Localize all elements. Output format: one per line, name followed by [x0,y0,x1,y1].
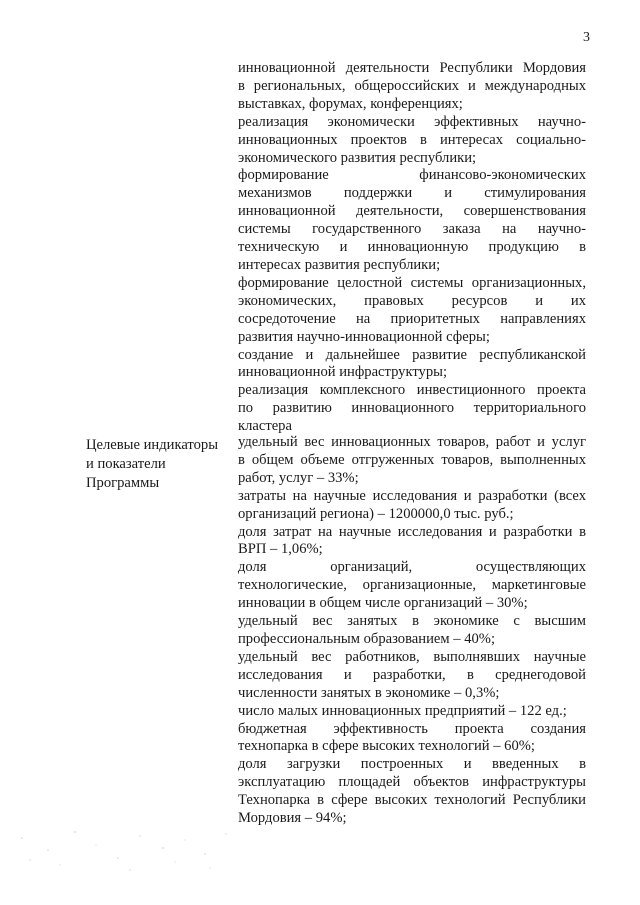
text-line: реализация экономически эффективных научно- [238,113,586,130]
label-line: Целевые индикаторы [86,437,219,453]
text-line: формирование финансово-экономических [238,167,586,184]
text-line: технологические, организационные, маркетинговые [238,577,586,594]
text-line: инновации в общем числе организаций – 30%; [238,595,528,612]
text-line: технопарка в сфере высоких технологий – 60%; [238,738,535,755]
program-goals-continuation [238,60,586,436]
text-line: в региональных, общероссийских и международных [238,77,586,94]
text-line: создание и дальнейшее развитие республиканской [238,346,586,363]
text-line: выставках, форумах, конференциях; [238,95,463,112]
text-line: численности занятых в экономике – 0,3%; [238,684,500,701]
text-line: реализация комплексного инвестиционного проекта [238,382,586,399]
text-line: работ, услуг – 33%; [238,469,359,486]
text-line: экономического развития республики; [238,149,477,166]
text-line: сосредоточение на приоритетных направлениях [238,310,586,327]
label-line: Программы [86,475,160,491]
text-line: по развитию инновационного территориального [238,400,586,417]
text-line: инновационных проектов в интересах социально- [238,131,586,148]
text-line: инновационной деятельности Республики Мордовия [238,60,586,76]
label-line: и показатели [86,456,166,472]
text-line: системы государственного заказа на научно- [238,221,586,238]
text-line: исследования и разработки, в среднегодовой [238,666,586,683]
text-line: число малых инновационных предприятий – 122 ед.; [238,702,567,719]
text-line: инновационной инфраструктуры; [238,364,448,381]
text-line: техническую и инновационную продукцию в [238,239,586,256]
text-line: затраты на научные исследования и разработки (всех [238,487,586,504]
text-line: кластера [238,418,292,435]
text-line: эксплуатацию площадей объектов инфраструктуры [238,774,586,791]
indicators-label [86,436,236,493]
text-line: профессиональным образованием – 40%; [238,630,495,647]
text-line: ВРП – 1,06%; [238,541,323,558]
text-line: удельный вес работников, выполнявших научные [238,648,586,665]
page-number: 3 [583,30,590,45]
text-line: удельный вес занятых в экономике с высшим [238,613,586,630]
text-line: бюджетная эффективность проекта создания [238,720,586,737]
text-line: развития научно-инновационной сферы; [238,328,490,345]
text-line: в общем объеме отгруженных товаров, выполненных [238,451,586,468]
text-line: доля затрат на научные исследования и разработки в [238,523,586,540]
scan-noise [0,810,640,905]
text-line: экономических, правовых ресурсов и их [238,292,586,309]
text-line: доля организаций, осуществляющих [238,559,586,576]
text-line: удельный вес инновационных товаров, работ и услуг [238,434,586,450]
text-line: доля загрузки построенных и введенных в [238,756,586,773]
text-line: формирование целостной системы организационных, [238,274,586,291]
indicators-list [238,434,586,828]
text-line: Мордовия – 94%; [238,810,347,827]
text-line: механизмов поддержки и стимулирования [238,185,586,202]
text-line: Технопарка в сфере высоких технологий Республики [238,792,586,809]
text-line: организаций региона) – 1200000,0 тыс. руб.; [238,505,514,522]
text-line: интересах развития республики; [238,256,441,273]
text-line: инновационной деятельности, совершенствования [238,203,586,220]
